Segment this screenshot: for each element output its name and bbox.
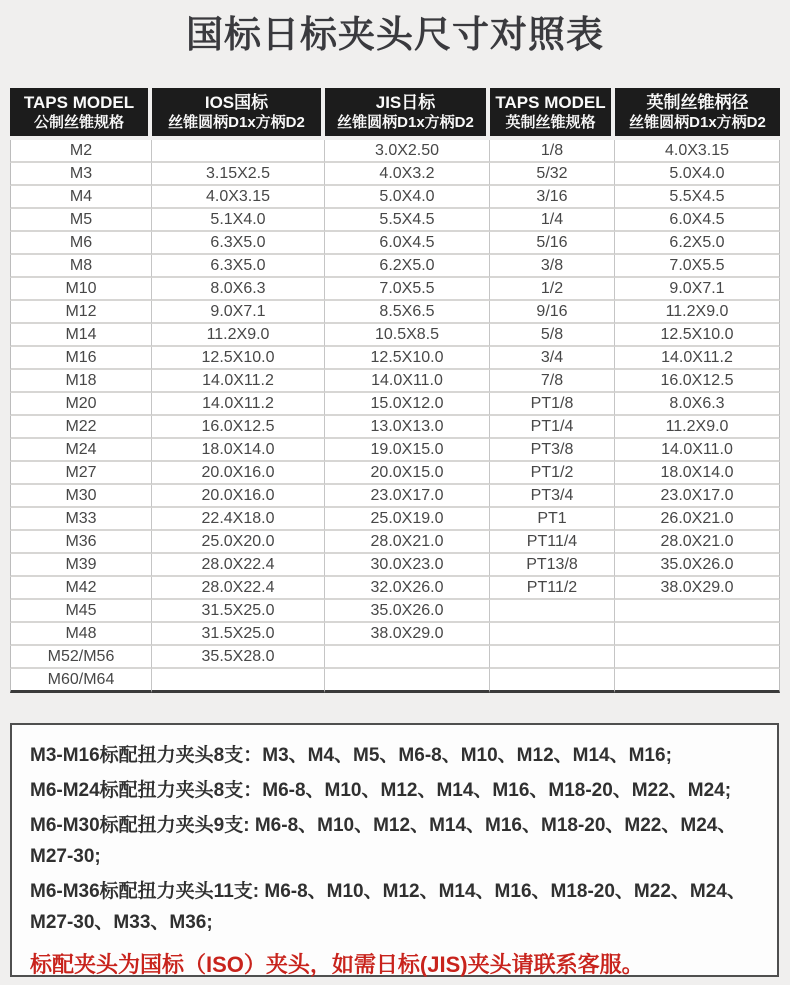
table-cell: M16 bbox=[10, 347, 152, 370]
table-row bbox=[10, 508, 780, 531]
table-row bbox=[10, 347, 780, 370]
table-cell: 6.0X4.5 bbox=[615, 209, 780, 232]
table-cell: 11.2X9.0 bbox=[615, 416, 780, 439]
table-row bbox=[10, 301, 780, 324]
table-cell: 19.0X15.0 bbox=[325, 439, 490, 462]
table-cell: PT1/8 bbox=[490, 393, 615, 416]
table-cell bbox=[490, 600, 615, 623]
table-cell: M5 bbox=[10, 209, 152, 232]
table-cell bbox=[615, 623, 780, 646]
table-cell: 5/32 bbox=[490, 163, 615, 186]
table-row bbox=[10, 577, 780, 600]
table-cell: 22.4X18.0 bbox=[152, 508, 325, 531]
table-cell: 15.0X12.0 bbox=[325, 393, 490, 416]
warning-text: 标配夹头为国标（ISO）夹头，如需日标(JIS)夹头请联系客服。 bbox=[30, 952, 644, 977]
table-cell: 5.5X4.5 bbox=[325, 209, 490, 232]
table-cell: 25.0X19.0 bbox=[325, 508, 490, 531]
table-cell: 5/16 bbox=[490, 232, 615, 255]
table-cell: M36 bbox=[10, 531, 152, 554]
table-row bbox=[10, 462, 780, 485]
table-cell: 16.0X12.5 bbox=[615, 370, 780, 393]
table-cell: 5.5X4.5 bbox=[615, 186, 780, 209]
size-comparison-table bbox=[10, 88, 780, 693]
table-cell: 6.3X5.0 bbox=[152, 232, 325, 255]
table-cell: 1/2 bbox=[490, 278, 615, 301]
header-line1: TAPS MODEL bbox=[23, 93, 135, 112]
table-cell: M45 bbox=[10, 600, 152, 623]
note-line: M6-M24标配扭力夹头8支：M6-8、M10、M12、M14、M16、M18-20、M22、M24; bbox=[30, 780, 732, 801]
table-row bbox=[10, 255, 780, 278]
table-cell: 31.5X25.0 bbox=[152, 600, 325, 623]
table-cell: 16.0X12.5 bbox=[152, 416, 325, 439]
table-cell: M2 bbox=[10, 140, 152, 163]
table-cell: 28.0X22.4 bbox=[152, 554, 325, 577]
table-cell: M48 bbox=[10, 623, 152, 646]
table-cell: 12.5X10.0 bbox=[615, 324, 780, 347]
table-cell: 4.0X3.15 bbox=[152, 186, 325, 209]
table-cell: 26.0X21.0 bbox=[615, 508, 780, 531]
table-cell: 3.0X2.50 bbox=[325, 140, 490, 163]
table-cell: 6.0X4.5 bbox=[325, 232, 490, 255]
table-row bbox=[10, 485, 780, 508]
table-cell: 20.0X15.0 bbox=[325, 462, 490, 485]
table-cell: 13.0X13.0 bbox=[325, 416, 490, 439]
table-cell: PT1 bbox=[490, 508, 615, 531]
table-row bbox=[10, 646, 780, 669]
table-row bbox=[10, 531, 780, 554]
table-cell: M10 bbox=[10, 278, 152, 301]
table-cell: M42 bbox=[10, 577, 152, 600]
table-row bbox=[10, 416, 780, 439]
table-cell: 25.0X20.0 bbox=[152, 531, 325, 554]
table-cell: 3/4 bbox=[490, 347, 615, 370]
table-cell: 35.0X26.0 bbox=[615, 554, 780, 577]
table-row bbox=[10, 232, 780, 255]
table-cell: 28.0X21.0 bbox=[325, 531, 490, 554]
table-cell: 6.2X5.0 bbox=[615, 232, 780, 255]
header-line2: 英制丝锥规格 bbox=[505, 114, 596, 131]
table-cell: M39 bbox=[10, 554, 152, 577]
table-cell: M3 bbox=[10, 163, 152, 186]
header-iso-standard bbox=[152, 88, 325, 140]
table-row bbox=[10, 439, 780, 462]
table-cell: 11.2X9.0 bbox=[152, 324, 325, 347]
table-cell: 8.0X6.3 bbox=[615, 393, 780, 416]
table-cell: M6 bbox=[10, 232, 152, 255]
header-line2: 公制丝锥规格 bbox=[33, 114, 124, 131]
table-row bbox=[10, 324, 780, 347]
table-cell bbox=[152, 140, 325, 163]
header-imperial-model bbox=[490, 88, 615, 140]
table-cell: M22 bbox=[10, 416, 152, 439]
header-line2: 丝锥圆柄D1x方柄D2 bbox=[629, 114, 766, 131]
table-cell: 14.0X11.0 bbox=[615, 439, 780, 462]
table-cell: PT11/4 bbox=[490, 531, 615, 554]
table-cell: 18.0X14.0 bbox=[152, 439, 325, 462]
table-row bbox=[10, 623, 780, 646]
table-cell: 14.0X11.0 bbox=[325, 370, 490, 393]
table-row bbox=[10, 278, 780, 301]
table-cell: 10.5X8.5 bbox=[325, 324, 490, 347]
table-cell: 23.0X17.0 bbox=[615, 485, 780, 508]
table-row bbox=[10, 140, 780, 163]
table-cell: 6.2X5.0 bbox=[325, 255, 490, 278]
table-cell: 23.0X17.0 bbox=[325, 485, 490, 508]
table-row bbox=[10, 163, 780, 186]
note-line: M3-M16标配扭力夹头8支：M3、M4、M5、M6-8、M10、M12、M14、M16; bbox=[30, 745, 672, 766]
table-cell: 35.5X28.0 bbox=[152, 646, 325, 669]
table-cell bbox=[325, 646, 490, 669]
table-cell: PT1/2 bbox=[490, 462, 615, 485]
table-cell: M24 bbox=[10, 439, 152, 462]
table-cell: PT13/8 bbox=[490, 554, 615, 577]
table-cell: 1/8 bbox=[490, 140, 615, 163]
table-cell: 9.0X7.1 bbox=[152, 301, 325, 324]
table-cell: M33 bbox=[10, 508, 152, 531]
header-line1: 英制丝锥柄径 bbox=[646, 93, 749, 112]
table-cell: 3/16 bbox=[490, 186, 615, 209]
table-cell: 5.0X4.0 bbox=[325, 186, 490, 209]
table-cell bbox=[490, 669, 615, 693]
table-cell: PT11/2 bbox=[490, 577, 615, 600]
table-cell: M14 bbox=[10, 324, 152, 347]
table-cell bbox=[152, 669, 325, 693]
table-cell: 12.5X10.0 bbox=[152, 347, 325, 370]
table-cell: 12.5X10.0 bbox=[325, 347, 490, 370]
table-cell: 32.0X26.0 bbox=[325, 577, 490, 600]
table-cell: 8.0X6.3 bbox=[152, 278, 325, 301]
table-cell: 14.0X11.2 bbox=[615, 347, 780, 370]
table-cell: PT1/4 bbox=[490, 416, 615, 439]
spec-table bbox=[10, 88, 780, 693]
table-cell: M27 bbox=[10, 462, 152, 485]
table-cell: 6.3X5.0 bbox=[152, 255, 325, 278]
table-cell: 4.0X3.2 bbox=[325, 163, 490, 186]
table-cell: M4 bbox=[10, 186, 152, 209]
table-cell: M60/M64 bbox=[10, 669, 152, 693]
notes-box bbox=[10, 723, 779, 977]
header-jis-standard bbox=[325, 88, 490, 140]
table-cell: M52/M56 bbox=[10, 646, 152, 669]
table-cell: 3.15X2.5 bbox=[152, 163, 325, 186]
table-cell bbox=[325, 669, 490, 693]
table-cell: 31.5X25.0 bbox=[152, 623, 325, 646]
table-cell: 35.0X26.0 bbox=[325, 600, 490, 623]
table-cell: M8 bbox=[10, 255, 152, 278]
table-row bbox=[10, 600, 780, 623]
note-line: M6-M30标配扭力夹头9支: M6-8、M10、M12、M14、M16、M18-20、M22、M24、M27-30; bbox=[30, 815, 737, 867]
table-body bbox=[10, 140, 780, 693]
table-header bbox=[10, 88, 780, 140]
table-cell bbox=[615, 669, 780, 693]
table-cell: 20.0X16.0 bbox=[152, 462, 325, 485]
table-cell: PT3/4 bbox=[490, 485, 615, 508]
table-cell: 11.2X9.0 bbox=[615, 301, 780, 324]
table-cell: 38.0X29.0 bbox=[325, 623, 490, 646]
header-line1: TAPS MODEL bbox=[495, 93, 606, 112]
table-cell: 38.0X29.0 bbox=[615, 577, 780, 600]
table-cell: 1/4 bbox=[490, 209, 615, 232]
header-line2: 丝锥圆柄D1x方柄D2 bbox=[337, 114, 474, 131]
header-line2: 丝锥圆柄D1x方柄D2 bbox=[168, 114, 305, 131]
table-cell: 28.0X22.4 bbox=[152, 577, 325, 600]
table-cell: PT3/8 bbox=[490, 439, 615, 462]
header-imperial-shank bbox=[615, 88, 780, 140]
table-cell: 5.0X4.0 bbox=[615, 163, 780, 186]
table-cell: M18 bbox=[10, 370, 152, 393]
table-cell: 5/8 bbox=[490, 324, 615, 347]
header-line1: IOS国标 bbox=[204, 93, 269, 112]
table-cell: 3/8 bbox=[490, 255, 615, 278]
table-cell: 9.0X7.1 bbox=[615, 278, 780, 301]
page-title: 国标日标夹头尺寸对照表 bbox=[186, 14, 604, 55]
table-cell: 14.0X11.2 bbox=[152, 370, 325, 393]
table-cell: 8.5X6.5 bbox=[325, 301, 490, 324]
table-cell: 14.0X11.2 bbox=[152, 393, 325, 416]
table-cell: 9/16 bbox=[490, 301, 615, 324]
table-cell: 28.0X21.0 bbox=[615, 531, 780, 554]
table-cell bbox=[615, 600, 780, 623]
table-row bbox=[10, 209, 780, 232]
table-row bbox=[10, 554, 780, 577]
table-row bbox=[10, 393, 780, 416]
table-row bbox=[10, 186, 780, 209]
table-cell: 30.0X23.0 bbox=[325, 554, 490, 577]
table-row bbox=[10, 370, 780, 393]
table-cell: M20 bbox=[10, 393, 152, 416]
table-cell: 20.0X16.0 bbox=[152, 485, 325, 508]
table-cell bbox=[490, 646, 615, 669]
table-cell: 7.0X5.5 bbox=[325, 278, 490, 301]
header-line1: JIS日标 bbox=[375, 93, 436, 112]
table-cell: 18.0X14.0 bbox=[615, 462, 780, 485]
table-cell bbox=[490, 623, 615, 646]
table-cell: 7/8 bbox=[490, 370, 615, 393]
header-metric-model bbox=[10, 88, 152, 140]
table-cell: 5.1X4.0 bbox=[152, 209, 325, 232]
note-line: M6-M36标配扭力夹头11支: M6-8、M10、M12、M14、M16、M18-20、M22、M24、M27-30、M33、M36; bbox=[30, 881, 746, 933]
table-cell: M30 bbox=[10, 485, 152, 508]
table-cell bbox=[615, 646, 780, 669]
table-cell: 4.0X3.15 bbox=[615, 140, 780, 163]
table-cell: M12 bbox=[10, 301, 152, 324]
table-row bbox=[10, 669, 780, 693]
table-cell: 7.0X5.5 bbox=[615, 255, 780, 278]
